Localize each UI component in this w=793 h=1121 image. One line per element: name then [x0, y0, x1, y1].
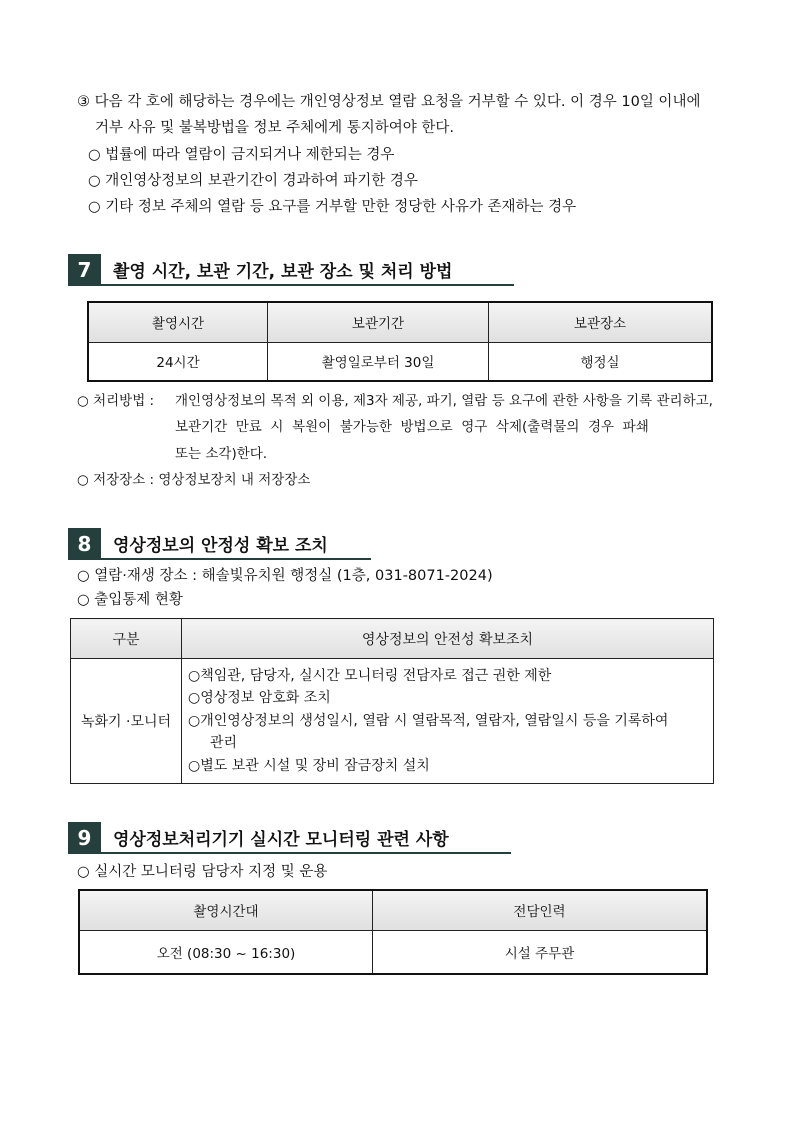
measure-item: ○영상정보 암호화 조치: [188, 690, 331, 707]
method-text: 보관기간 만료 시 복원이 불가능한 방법으로 영구 삭제(출력물의 경우 파쇄: [175, 419, 649, 435]
section-title: 영상정보의 안정성 확보 조치: [101, 528, 371, 560]
table-cell-measures: [182, 659, 714, 784]
viewing-place: ○ 열람·재생 장소 : 해솔빛유치원 행정실 (1층, 031-8071-2024): [77, 568, 493, 584]
refusal-item: ○ 개인영상정보의 보관기간이 경과하여 파기한 경우: [88, 173, 418, 189]
section-8-header: [68, 528, 371, 560]
table-header: 구분: [71, 619, 182, 659]
table-header: 전담인력: [373, 890, 708, 930]
refusal-paragraph-line2: 거부 사유 및 불복방법을 정보 주체에게 통지하여야 한다.: [95, 120, 455, 136]
table-header: 보관장소: [489, 302, 713, 342]
monitoring-table: [78, 889, 708, 975]
table-cell: 행정실: [489, 342, 713, 381]
refusal-item: ○ 기타 정보 주체의 열람 등 요구를 거부할 만한 정당한 사유가 존재하는 경우: [88, 199, 577, 215]
section-title: 영상정보처리기기 실시간 모니터링 관련 사항: [101, 822, 511, 854]
refusal-paragraph-line1: ③ 다음 각 호에 해당하는 경우에는 개인영상정보 열람 요청을 거부할 수 있다. 이 경우 10일 이내에: [77, 94, 701, 110]
security-table: [70, 618, 714, 784]
measure-item: 관리: [210, 735, 238, 752]
access-control-label: ○ 출입통제 현황: [77, 592, 183, 608]
measure-item: ○책임관, 담당자, 실시간 모니터링 전담자로 접근 권한 제한: [188, 667, 552, 684]
section-9-header: [68, 822, 511, 854]
section-number: 9: [68, 822, 101, 854]
table-cell-category: 녹화기 ·모니터: [71, 659, 182, 784]
table-header: 보관기간: [268, 302, 489, 342]
table-cell: 촬영일로부터 30일: [268, 342, 489, 381]
table-header: 영상정보의 안전성 확보조치: [182, 619, 714, 659]
table-header: 촬영시간: [88, 302, 268, 342]
section-7-header: [68, 254, 514, 286]
section-number: 7: [68, 254, 101, 286]
table-cell: 시설 주무관: [373, 930, 708, 974]
method-text: 또는 소각)한다.: [175, 446, 268, 462]
storage-line: ○ 저장장소 : 영상정보장치 내 저장장소: [77, 472, 311, 488]
section-title: 촬영 시간, 보관 기간, 보관 장소 및 처리 방법: [101, 254, 514, 286]
measure-item: ○개인영상정보의 생성일시, 열람 시 열람목적, 열람자, 열람일시 등을 기록하여: [188, 712, 669, 729]
retention-table: [87, 301, 713, 382]
measure-item: ○별도 보관 시설 및 장비 잠금장치 설치: [188, 757, 430, 774]
monitoring-line: ○ 실시간 모니터링 담당자 지정 및 운용: [77, 864, 328, 880]
method-label: ○ 처리방법 :: [77, 393, 155, 409]
section-number: 8: [68, 528, 101, 560]
refusal-item: ○ 법률에 따라 열람이 금지되거나 제한되는 경우: [88, 147, 395, 163]
table-header: 촬영시간대: [79, 890, 373, 930]
table-cell: 24시간: [88, 342, 268, 381]
method-text: 개인영상정보의 목적 외 이용, 제3자 제공, 파기, 열람 등 요구에 관한 사항을 기록 관리하고,: [175, 393, 713, 409]
table-cell: 오전 (08:30 ~ 16:30): [79, 930, 373, 974]
